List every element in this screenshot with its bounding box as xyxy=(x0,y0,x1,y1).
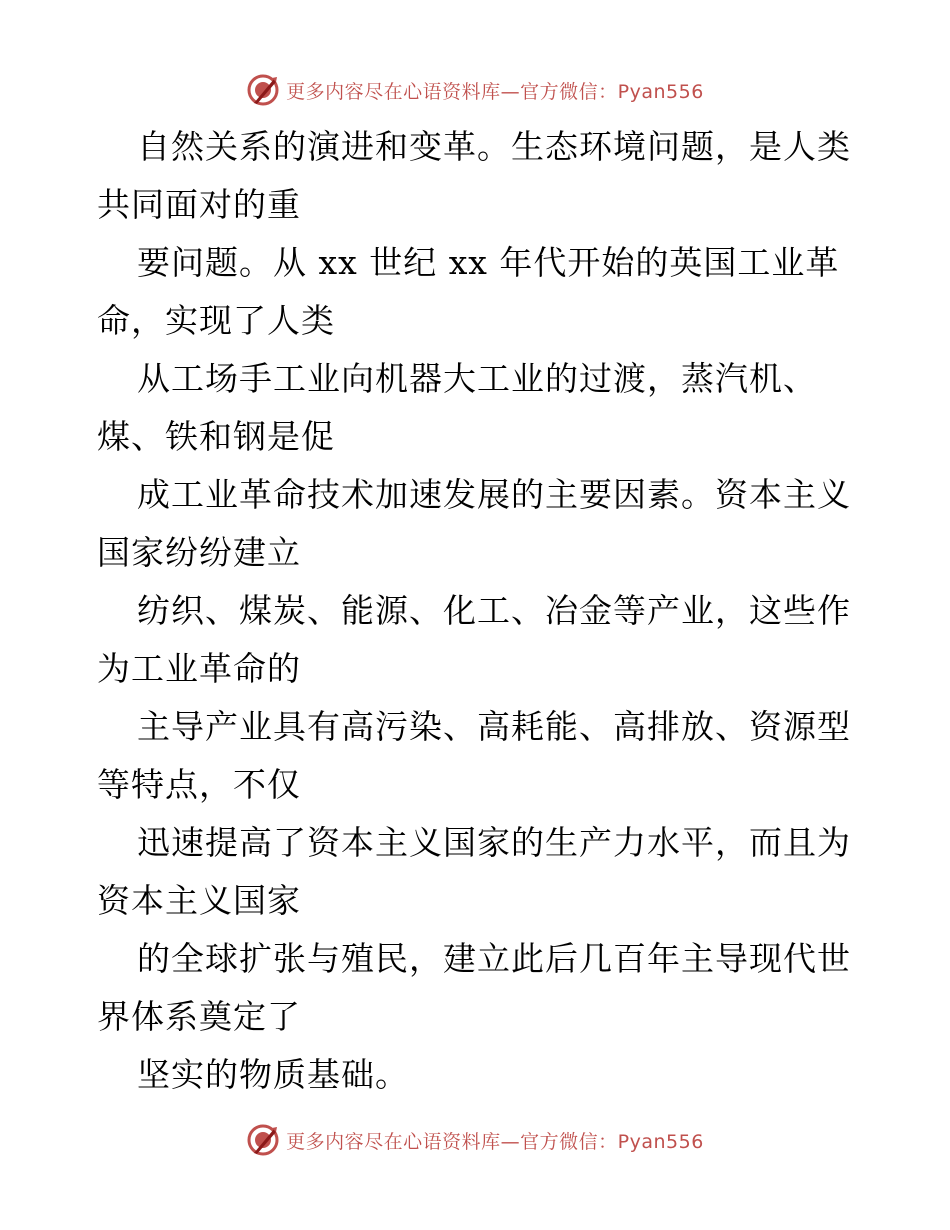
text-line: 界体系奠定了 xyxy=(97,997,301,1036)
text-line: 纺织、煤炭、能源、化工、冶金等产业，这些作 xyxy=(137,591,851,630)
footer-banner-text: 更多内容尽在心语资料库—官方微信：Pyan556 xyxy=(286,1130,704,1153)
text-line: 等特点，不仅 xyxy=(97,765,301,804)
text-line: 成工业革命技术加速发展的主要因素。资本主义 xyxy=(137,475,851,514)
text-line: 要问题。从 xx 世纪 xx 年代开始的英国工业革 xyxy=(137,243,840,282)
text-line: 国家纷纷建立 xyxy=(97,533,301,572)
text-line: 的全球扩张与殖民，建立此后几百年主导现代世 xyxy=(137,939,851,978)
text-line: 迅速提高了资本主义国家的生产力水平，而且为 xyxy=(137,823,851,862)
text-line: 共同面对的重 xyxy=(97,185,301,224)
quill-seal-icon xyxy=(246,1123,280,1157)
quill-seal-icon xyxy=(246,73,280,107)
footer-banner xyxy=(0,1120,950,1160)
text-line: 煤、铁和钢是促 xyxy=(97,417,335,456)
text-line: 自然关系的演进和变革。生态环境问题，是人类 xyxy=(137,127,851,166)
text-line: 主导产业具有高污染、高耗能、高排放、资源型 xyxy=(137,707,851,746)
text-line: 从工场手工业向机器大工业的过渡，蒸汽机、 xyxy=(137,359,817,398)
header-banner-text: 更多内容尽在心语资料库—官方微信：Pyan556 xyxy=(286,80,704,103)
header-banner xyxy=(0,70,950,110)
text-line: 为工业革命的 xyxy=(97,649,301,688)
document-body xyxy=(97,118,857,1104)
text-line: 坚实的物质基础。 xyxy=(137,1055,409,1094)
text-line: 资本主义国家 xyxy=(97,881,301,920)
text-line: 命，实现了人类 xyxy=(97,301,335,340)
